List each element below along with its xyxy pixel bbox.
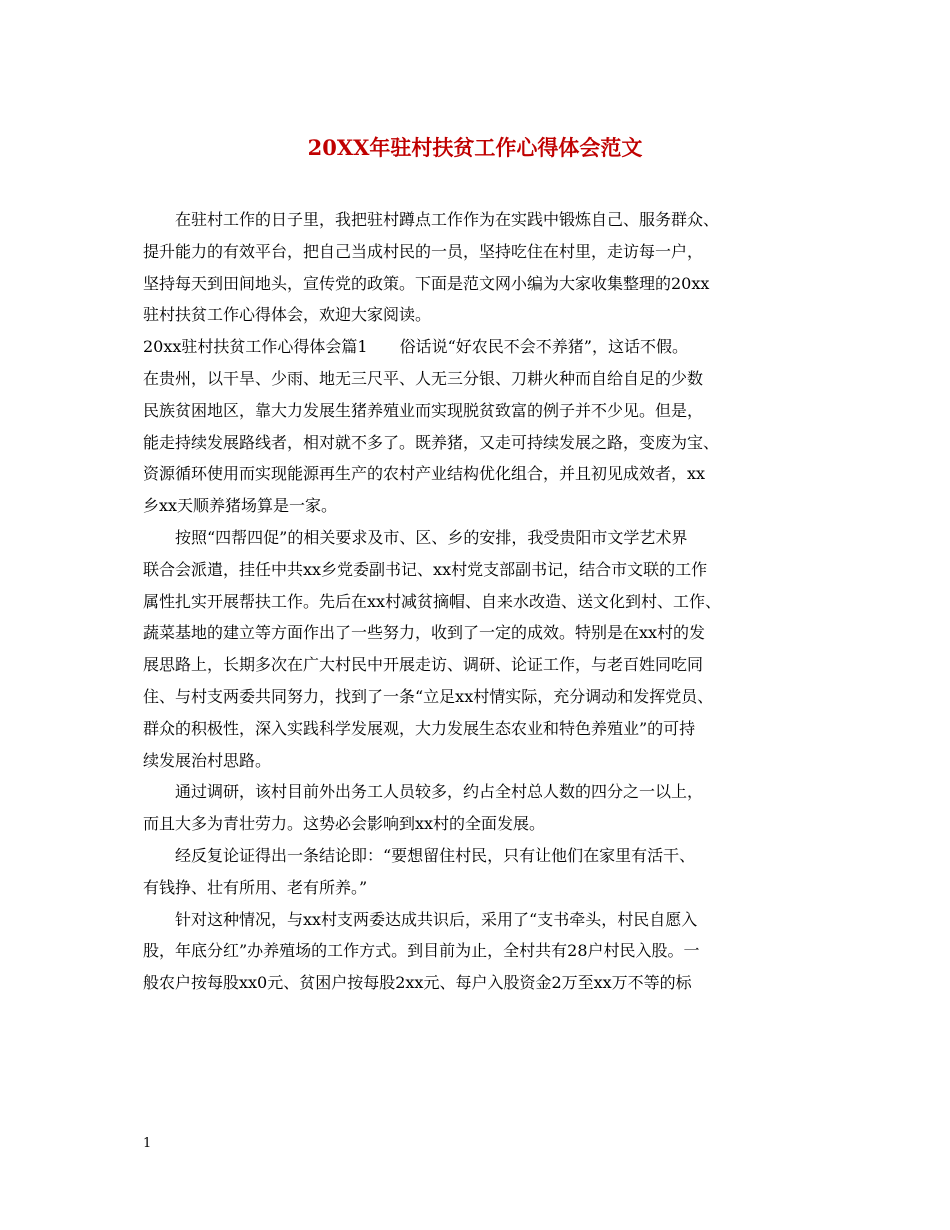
paragraph-line: 属性扎实开展帮扶工作。先后在xx村减贫摘帽、自来水改造、送文化到村、工作、 bbox=[143, 591, 722, 611]
paragraph-line: 能走持续发展路线者，相对就不多了。既养猪，又走可持续发展之路，变废为宝、 bbox=[143, 432, 720, 452]
paragraph-line: 坚持每天到田间地头，宣传党的政策。下面是范文网小编为大家收集整理的20xx bbox=[143, 273, 710, 293]
paragraph-line: 按照“四帮四促”的相关要求及市、区、乡的安排，我受贵阳市文学艺术界 bbox=[175, 527, 688, 547]
paragraph-line: 通过调研，该村目前外出务工人员较多，约占全村总人数的四分之一以上， bbox=[175, 782, 704, 802]
paragraph-line: 在驻村工作的日子里，我把驻村蹲点工作作为在实践中锻炼自己、服务群众、 bbox=[175, 210, 720, 229]
paragraph-3 bbox=[143, 522, 813, 776]
paragraph-line: 般农户按每股xx0元、贫困户按每股2xx元、每户入股资金2万至xx万不等的标 bbox=[143, 973, 692, 993]
paragraph-line: 民族贫困地区，靠大力发展生猪养殖业而实现脱贫致富的例子并不少见。但是， bbox=[143, 400, 704, 420]
paragraph-line: 乡xx天顺养猪场算是一家。 bbox=[143, 496, 338, 516]
paragraph-6 bbox=[143, 904, 813, 999]
paragraph-line: 20xx驻村扶贫工作心得体会篇1 俗话说“好农民不会不养猪”，这话不假。 bbox=[143, 337, 688, 357]
paragraph-line: 住、与村支两委共同努力，找到了一条“立足xx村情实际，充分调动和发挥党员、 bbox=[143, 686, 714, 706]
paragraph-4 bbox=[143, 776, 813, 840]
paragraph-2 bbox=[143, 331, 813, 522]
paragraph-line: 股，年底分红”办养殖场的工作方式。到目前为止，全村共有28户村民入股。一 bbox=[143, 941, 700, 961]
paragraph-line: 续发展治村思路。 bbox=[143, 750, 272, 770]
paragraph-line: 蔬菜基地的建立等方面作出了一些努力，收到了一定的成效。特别是在xx村的发 bbox=[143, 623, 706, 643]
paragraph-5 bbox=[143, 840, 813, 904]
paragraph-line: 在贵州，以干旱、少雨、地无三尺平、人无三分银、刀耕火种而自给自足的少数 bbox=[143, 368, 704, 388]
paragraph-line: 经反复论证得出一条结论即：“要想留住村民，只有让他们在家里有活干、 bbox=[175, 845, 696, 865]
paragraph-line: 展思路上，长期多次在广大村民中开展走访、调研、论证工作，与老百姓同吃同 bbox=[143, 655, 704, 675]
paragraph-line: 针对这种情况，与xx村支两委达成共识后，采用了“支书牵头，村民自愿入 bbox=[175, 909, 698, 929]
paragraph-line: 而且大多为青壮劳力。这势必会影响到xx村的全面发展。 bbox=[143, 814, 546, 834]
document-title: 20XX年驻村扶贫工作心得体会范文 bbox=[307, 135, 643, 160]
document-body bbox=[143, 204, 813, 999]
paragraph-line: 资源循环使用而实现能源再生产的农村产业结构优化组合，并且初见成效者，xx bbox=[143, 464, 706, 484]
paragraph-line: 联合会派遣，挂任中共xx乡党委副书记、xx村党支部副书记，结合市文联的工作 bbox=[143, 559, 708, 579]
page-number: 1 bbox=[143, 1136, 152, 1151]
paragraph-1 bbox=[143, 204, 813, 331]
paragraph-line: 驻村扶贫工作心得体会，欢迎大家阅读。 bbox=[143, 305, 432, 325]
paragraph-line: 群众的积极性，深入实践科学发展观，大力发展生态农业和特色养殖业”的可持 bbox=[143, 718, 696, 738]
paragraph-line: 有钱挣、壮有所用、老有所养。” bbox=[143, 877, 368, 897]
paragraph-line: 提升能力的有效平台，把自己当成村民的一员，坚持吃住在村里，走访每一户， bbox=[143, 241, 704, 261]
